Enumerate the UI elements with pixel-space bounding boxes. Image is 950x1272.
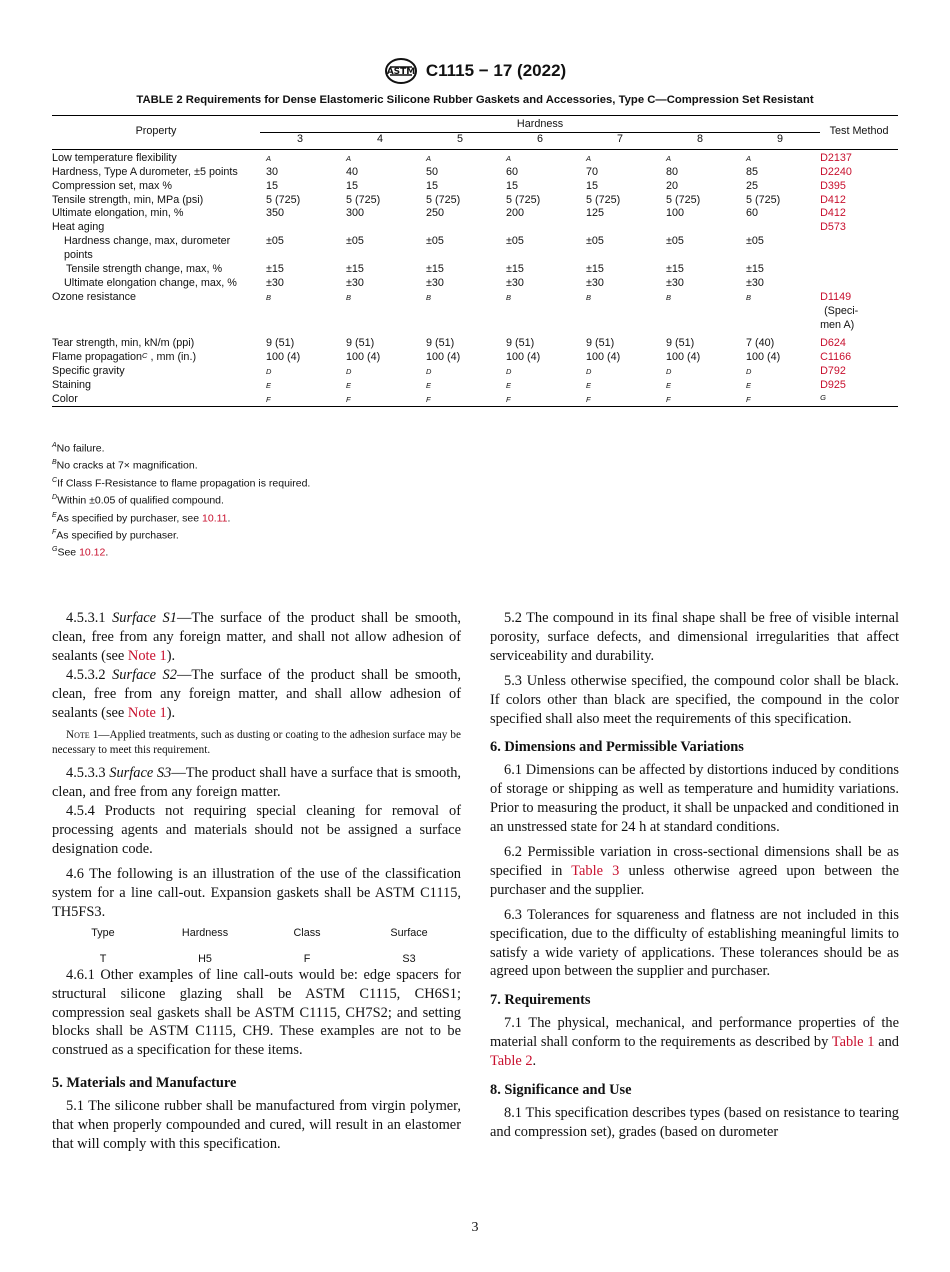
value-cell: E [266,380,272,390]
note-1-link[interactable]: Note 1 [127,647,167,664]
property-cell: Staining [52,378,92,391]
callout-example [52,926,462,966]
value-cell: 100 (4) [346,350,381,363]
test-method-link[interactable]: D925 [820,378,846,391]
value-cell: B [666,292,672,302]
callout-value: S3 [402,952,416,965]
table-row [52,379,898,393]
value-cell: 100 (4) [266,350,301,363]
para-4-5-3-3: 4.5.3.3 Surface S3—The product shall have a surface that is smooth, clean, and free from any foreign matter. [52,765,461,801]
value-cell: 15 [586,179,599,192]
value-cell: 25 [746,179,759,192]
test-method-cell[interactable] [820,277,898,291]
value-cell: ±15 [666,263,684,276]
table-row [52,393,898,407]
value-cell: E [426,380,432,390]
footnote: $^E$As specified by purchaser, see 10.11. [52,511,231,525]
para-4-5-3-2: 4.5.3.2 Surface S2—The surface of the product shall be smooth, clean, free from any foreign matter, and shall allow adhesion of sealants (see Note 1). [52,666,461,721]
value-cell: ±30 [346,276,364,289]
callout-value: F [303,952,311,965]
value-cell: 60 [746,207,759,220]
value-cell: 5 (725) [266,193,301,206]
value-cell [660,221,740,235]
right-column [490,609,899,1142]
value-cell: ±30 [746,276,764,289]
value-cell: D [266,366,272,376]
table-caption: TABLE 2 Requirements for Dense Elastomeric Silicone Rubber Gaskets and Accessories, Type C—Compression Set Resistant [136,94,814,106]
requirements-table [52,115,898,407]
table-row [52,263,898,277]
value-cell [580,221,660,235]
section-link[interactable]: 10.11 [202,512,228,525]
value-cell: 5 (725) [506,193,541,206]
value-cell: 5 (725) [346,193,381,206]
property-cell: Specific gravity [52,364,125,377]
para-5-3: 5.3 Unless otherwise specified, the compound color shall be black. If colors other than black are specified, the compound in the color specified shall also meet the requirements of this specification. [490,672,899,727]
value-cell: ±30 [426,276,444,289]
value-cell [340,221,420,235]
table-footnotes [52,439,552,561]
callout-head: Surface [390,926,428,939]
value-cell: B [506,292,512,302]
para-6-1: 6.1 Dimensions can be affected by distortions induced by conditions of storage or shipping as well as temperature and humidity variations. Prior to measuring the product, it shall be unpacked and conditioned in an unstressed state for 24 h at standard conditions. [490,762,899,836]
value-cell: ±15 [346,263,364,276]
table-row [52,149,898,165]
header-hardness-value: 9 [777,132,784,145]
document-designation: C1115 − 17 (2022) [425,61,567,80]
value-cell: ±15 [506,263,524,276]
value-cell: 9 (51) [506,336,535,349]
property-cell: Flame propagation$^C$ , mm (in.) [52,350,197,363]
property-cell: Tensile strength, min, MPa (psi) [52,193,204,206]
value-cell: 9 (51) [666,336,695,349]
table-row [52,166,898,180]
test-method-cell[interactable] [820,221,898,235]
value-cell: F [586,394,591,404]
value-cell: 5 (725) [426,193,461,206]
table-row [52,207,898,221]
value-cell: A [506,153,512,163]
value-cell: ±05 [506,235,524,248]
test-method-cell [820,393,898,407]
value-cell: 100 [666,207,685,220]
property-cell: Tensile strength change, max, % [66,263,223,276]
para-4-6-1: 4.6.1 Other examples of line call-outs would be: edge spacers for structural silicone glazing shall be ASTM C1115, CH6S1; compression seal gaskets shall be ASTM C1115, CH7S2; and setting blocks shall be ASTM C1115, CH9. These examples are not to be construed as a specification for these items. [52,966,461,1059]
value-cell: E [666,380,672,390]
value-cell [740,221,820,235]
value-cell: ±05 [426,235,444,248]
test-method-cell[interactable] [820,207,898,221]
para-5-2: 5.2 The compound in its final shape shall be free of visible internal porosity, surface defects, and dimensional irregularities that affect serviceability and durability. [490,610,899,664]
value-cell: 60 [506,165,519,178]
test-method-cell[interactable] [820,180,898,194]
header-hardness-value: 8 [696,132,703,145]
test-method-link[interactable]: D2240 [820,165,852,178]
test-method-link[interactable]: D792 [820,364,846,377]
value-cell: 15 [266,179,279,192]
test-method-cell[interactable] [820,166,898,180]
value-cell [420,221,500,235]
value-cell: B [426,292,432,302]
value-cell: 15 [346,179,359,192]
test-method-link[interactable]: D395 [820,179,846,192]
footnote: $^B$No cracks at 7× magnification. [52,459,198,472]
test-method-link[interactable]: C1166 [820,350,852,363]
value-cell: D [346,366,352,376]
table-row [52,180,898,194]
header-hardness-value: 5 [456,132,463,145]
test-method-cell[interactable] [820,149,898,165]
table-row [52,337,898,351]
value-cell: 40 [346,165,359,178]
property-cell: Ozone resistance [52,290,137,303]
value-cell: 70 [586,165,599,178]
value-cell: 80 [666,165,679,178]
svg-text:ASTM: ASTM [386,67,416,77]
test-method-cell[interactable] [820,365,898,379]
value-cell: 5 (725) [666,193,701,206]
callout-head: Hardness [181,926,229,939]
value-cell: 125 [586,207,605,220]
astm-logo-icon [384,57,418,85]
header-hardness-value: 7 [616,132,623,145]
test-method-cell[interactable] [820,194,898,208]
value-cell: F [346,394,351,404]
value-cell: F [666,394,671,404]
property-cell: Compression set, max % [52,179,173,192]
table-1-link[interactable]: Table 1 [831,1034,875,1051]
test-method-cell[interactable]: D1149 (Speci- men A) [820,290,859,331]
para-7-1: 7.1 The physical, mechanical, and performance properties of the material shall conform to the requirements as described by Table 1 and Table 2. [490,1015,899,1070]
callout-value: T [99,952,107,965]
footnote: $^D$Within ±0.05 of qualified compound. [52,494,224,507]
value-cell: A [346,153,352,163]
section-8-heading: 8. Significance and Use [490,1081,632,1098]
value-cell: E [746,380,752,390]
value-cell: 50 [426,165,439,178]
value-cell: F [746,394,751,404]
test-method-cell[interactable] [820,337,898,351]
para-4-6: 4.6 The following is an illustration of the use of the classification system for a line call-out. Expansion gaskets shall be ASTM C1115, TH5FS3. [52,865,461,920]
test-method-link[interactable]: D2137 [820,151,852,164]
footnote: $^C$If Class F-Resistance to flame propagation is required. [52,476,311,490]
table-3-link[interactable]: Table 3 [571,862,620,879]
test-method-cell[interactable] [820,263,898,277]
note-1: Note 1—Applied treatments, such as dusting or coating to the adhesion surface may be necessary to meet this requirement. [52,729,461,757]
table-row [52,365,898,379]
value-cell: ±30 [266,276,284,289]
value-cell: A [266,153,272,163]
value-cell: 9 (51) [586,336,615,349]
value-cell: E [586,380,592,390]
value-cell: A [586,153,592,163]
callout-head: Type [91,926,115,939]
test-method-link: G [820,392,826,402]
value-cell: 100 (4) [586,350,621,363]
test-method-cell[interactable] [820,351,898,365]
para-4-5-3-1: 4.5.3.1 Surface S1—The surface of the product shall be smooth, clean, free from any foreign matter, and shall not allow adhesion of sealants (see Note 1). [52,610,461,664]
table-row [52,351,898,365]
value-cell: 100 (4) [426,350,461,363]
table-row [52,235,898,263]
note-1-link[interactable]: Note 1 [127,704,167,721]
value-cell: E [346,380,352,390]
test-method-link[interactable]: D412 [820,207,846,220]
value-cell: 20 [666,179,679,192]
section-7-heading: 7. Requirements [490,992,591,1009]
footnote: $^F$As specified by purchaser. [52,529,179,542]
value-cell: ±30 [666,276,684,289]
table-row [52,291,898,337]
value-cell: 15 [426,179,439,192]
table-row [52,221,898,235]
section-link[interactable]: 10.12 [79,546,106,559]
left-column [52,609,461,1154]
value-cell: D [586,366,592,376]
para-6-3: 6.3 Tolerances for squareness and flatness are not included in this specification, due to the difficulty of establishing meaningful limits to satisfy a wide variety of applications. These tolerances should be as agreed upon between the supplier and purchaser. [490,906,899,980]
section-5-heading: 5. Materials and Manufacture [52,1075,237,1092]
value-cell: A [746,153,752,163]
table-2-link[interactable]: Table 2 [490,1053,533,1070]
value-cell: 15 [506,179,519,192]
value-cell: ±15 [586,263,604,276]
value-cell: 9 (51) [426,336,455,349]
test-method-link[interactable]: D624 [820,336,846,349]
footnote: $^G$See 10.12. [52,546,109,559]
para-4-5-4: 4.5.4 Products not requiring special cleaning for removal of processing agents and materials should not be assigned a surface designation code. [52,803,461,858]
para-8-1: 8.1 This specification describes types (based on resistance to tearing and compression set), grades (based on durometer [490,1104,899,1140]
value-cell: 100 (4) [506,350,541,363]
header-test-method: Test Method [829,125,889,138]
table-row [52,194,898,208]
value-cell: D [666,366,672,376]
value-cell [500,221,580,235]
value-cell: ±15 [746,263,764,276]
header-hardness-value: 6 [536,132,543,145]
value-cell: 30 [266,165,279,178]
footnote: $^A$No failure. [52,442,105,455]
value-cell: A [426,153,432,163]
para-6-2: 6.2 Permissible variation in cross-sectional dimensions shall be as specified in Table 3 unless otherwise agreed upon between the purchaser and the supplier. [490,843,899,898]
value-cell [260,221,340,235]
test-method-link[interactable]: D573 [820,221,846,234]
value-cell: ±05 [346,235,364,248]
value-cell: ±30 [586,276,604,289]
property-cell: Low temperature flexibility [52,151,177,164]
test-method-link[interactable]: D1149 [820,290,852,303]
property-cell: Hardness, Type A durometer, ±5 points [52,165,238,178]
value-cell: D [426,366,432,376]
test-method-link[interactable]: D412 [820,193,846,206]
value-cell: ±05 [266,235,284,248]
header-hardness-value: 3 [296,132,303,145]
value-cell: D [506,366,512,376]
test-method-cell[interactable] [820,235,898,263]
value-cell: 250 [426,207,445,220]
property-cell: Hardness change, max, durometer points [64,235,231,262]
table-row [52,277,898,291]
value-cell: 100 (4) [746,350,781,363]
para-5-1: 5.1 The silicone rubber shall be manufactured from virgin polymer, that when properly compounded and cured, will result in an elastomer that will comply with this specification. [52,1098,461,1152]
value-cell: E [506,380,512,390]
value-cell: B [266,292,272,302]
property-cell: Tear strength, min, kN/m (ppi) [52,336,195,349]
header-hardness-value: 4 [376,132,383,145]
value-cell: 300 [346,207,365,220]
value-cell: 200 [506,207,525,220]
value-cell: ±15 [266,263,284,276]
callout-value: H5 [198,952,212,965]
header-property: Property [135,125,177,138]
header-hardness: Hardness [260,116,820,133]
value-cell: 100 (4) [666,350,701,363]
property-cell: Color [52,392,78,405]
value-cell: ±05 [586,235,604,248]
value-cell: F [426,394,431,404]
property-cell: Heat aging [52,221,105,234]
value-cell: B [746,292,752,302]
value-cell: ±30 [506,276,524,289]
value-cell: F [506,394,511,404]
value-cell: B [586,292,592,302]
value-cell: 9 (51) [266,336,295,349]
page-number: 3 [471,1220,479,1235]
value-cell: D [746,366,752,376]
callout-head: Class [293,926,321,939]
test-method-cell[interactable] [820,379,898,393]
value-cell: 5 (725) [746,193,781,206]
value-cell: F [266,394,271,404]
property-cell: Ultimate elongation, min, % [52,207,184,220]
page-header [0,56,950,86]
value-cell: ±05 [666,235,684,248]
value-cell: A [666,153,672,163]
value-cell: 350 [266,207,285,220]
value-cell: 9 (51) [346,336,375,349]
property-cell: Ultimate elongation change, max, % [64,276,237,289]
value-cell: 7 (40) [746,336,775,349]
value-cell: 5 (725) [586,193,621,206]
section-6-heading: 6. Dimensions and Permissible Variations [490,739,744,756]
value-cell: ±15 [426,263,444,276]
value-cell: B [346,292,352,302]
value-cell: ±05 [746,235,764,248]
value-cell: 85 [746,165,759,178]
